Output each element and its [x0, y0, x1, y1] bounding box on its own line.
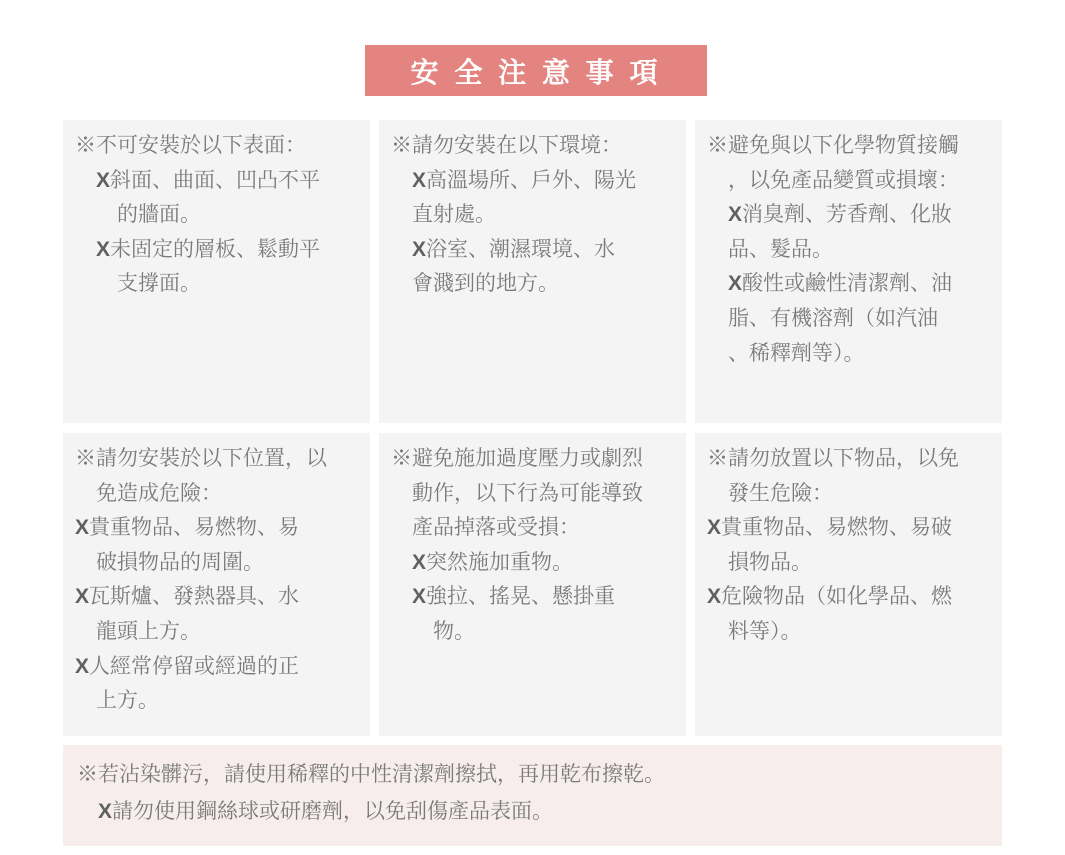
line-text: 請勿安裝於以下位置，以 [96, 447, 327, 470]
indent-space [75, 169, 96, 192]
line-text: 品、髮品。 [728, 237, 833, 261]
line-text: 貴重物品、易燃物、易破 [721, 516, 953, 540]
text-line [75, 442, 358, 477]
line-text: 避免與以下化學物質接觸 [728, 134, 959, 157]
page-title: 安 全 注 意 事 項 [365, 45, 707, 96]
text-line [75, 477, 358, 512]
indent-space [391, 203, 412, 226]
text-line [391, 477, 674, 512]
x-mark: X [75, 585, 90, 609]
indent-space [75, 482, 96, 505]
line-text: 強拉、搖晃、懸掛重 [426, 585, 616, 609]
text-line [391, 198, 674, 233]
indent-space [707, 307, 728, 330]
line-text: 的牆面。 [117, 203, 201, 227]
line-text: ，以免產品變質或損壞： [728, 168, 959, 192]
card-forbidden-surfaces [63, 120, 370, 423]
indent-space [707, 482, 728, 505]
line-text: 請勿安裝在以下環境： [412, 134, 622, 157]
text-line [707, 477, 990, 512]
text-line [75, 546, 358, 581]
indent-space [707, 169, 728, 192]
text-line [707, 302, 990, 337]
text-line [77, 756, 988, 793]
indent-space [391, 516, 412, 539]
line-text: 料等）。 [728, 619, 802, 643]
text-line [75, 511, 358, 546]
text-line [707, 164, 990, 199]
x-mark: X [728, 203, 743, 227]
line-text: 支撐面。 [117, 272, 201, 296]
text-line [707, 198, 990, 233]
x-mark: X [707, 585, 722, 609]
card-forbidden-locations [63, 433, 370, 736]
text-line [77, 793, 988, 830]
line-text: 動作，以下行為可能導致 [412, 481, 643, 505]
line-text: 斜面、曲面、凹凸不平 [110, 168, 321, 192]
indent-space [391, 620, 433, 643]
line-text: 消臭劑、芳香劑、化妝 [742, 203, 953, 227]
indent-space [75, 620, 96, 643]
x-mark: X [412, 168, 427, 192]
line-text: 物。 [433, 619, 475, 643]
line-text: 人經常停留或經過的正 [89, 654, 300, 678]
indent-space [391, 238, 412, 261]
cleaning-note [63, 745, 1002, 846]
indent-space [707, 620, 728, 643]
text-line [707, 546, 990, 581]
indent-space [75, 238, 96, 261]
text-line [707, 580, 990, 615]
text-line [707, 337, 990, 372]
line-text: 損物品。 [728, 550, 812, 574]
note-mark: ※ [707, 134, 728, 157]
indent-space [75, 689, 96, 712]
line-text: 破損物品的周圍。 [96, 550, 264, 574]
line-text: 未固定的層板、鬆動平 [110, 237, 321, 261]
line-text: 瓦斯爐、發熱器具、水 [89, 585, 300, 609]
line-text: 突然施加重物。 [426, 550, 574, 574]
indent-space [391, 272, 412, 295]
line-text: 脂、有機溶劑（如汽油 [728, 306, 938, 330]
x-mark: X [412, 585, 427, 609]
note-mark: ※ [75, 447, 96, 470]
text-line [75, 650, 358, 685]
line-text: 危險物品（如化學品、燃 [721, 585, 953, 609]
note-mark: ※ [391, 447, 412, 470]
text-line [391, 129, 674, 164]
text-line [75, 580, 358, 615]
text-line [75, 615, 358, 650]
line-text: 請勿使用鋼絲球或研磨劑，以免刮傷產品表面。 [112, 800, 554, 823]
line-text: 請勿放置以下物品，以免 [728, 447, 959, 470]
note-mark: ※ [75, 134, 96, 157]
indent-space [391, 169, 412, 192]
text-line [75, 129, 358, 164]
indent-space [707, 203, 728, 226]
text-line [707, 267, 990, 302]
indent-space [77, 800, 98, 823]
x-mark: X [75, 654, 90, 678]
note-mark: ※ [391, 134, 412, 157]
indent-space [707, 551, 728, 574]
text-line [75, 164, 358, 199]
text-line [707, 442, 990, 477]
line-text: 若沾染髒污，請使用稀釋的中性清潔劑擦拭，再用乾布擦乾。 [98, 763, 665, 786]
line-text: 直射處。 [412, 203, 496, 227]
indent-space [391, 551, 412, 574]
x-mark: X [707, 516, 722, 540]
x-mark: X [412, 550, 427, 574]
line-text: 上方。 [96, 689, 159, 713]
card-forbidden-environments [379, 120, 686, 423]
indent-space [707, 342, 728, 365]
text-line [707, 129, 990, 164]
line-text: 產品掉落或受損： [412, 516, 580, 540]
line-text: 不可安裝於以下表面： [96, 134, 306, 157]
x-mark: X [412, 237, 427, 261]
indent-space [75, 551, 96, 574]
card-avoid-force [379, 433, 686, 736]
x-mark: X [96, 168, 111, 192]
line-text: 避免施加過度壓力或劇烈 [412, 447, 643, 470]
text-line [391, 442, 674, 477]
card-avoid-chemicals [695, 120, 1002, 423]
line-text: 會濺到的地方。 [412, 272, 559, 296]
text-line [391, 267, 674, 302]
text-line [391, 580, 674, 615]
indent-space [707, 238, 728, 261]
line-text: 高溫場所、戶外、陽光 [426, 168, 637, 192]
text-line [75, 233, 358, 268]
text-line [391, 233, 674, 268]
text-line [391, 164, 674, 199]
text-line [707, 615, 990, 650]
line-text: 龍頭上方。 [96, 619, 201, 643]
indent-space [391, 585, 412, 608]
indent-space [707, 272, 728, 295]
text-line [391, 511, 674, 546]
indent-space [391, 482, 412, 505]
line-text: 酸性或鹼性清潔劑、油 [742, 272, 953, 296]
note-mark: ※ [707, 447, 728, 470]
text-line [391, 615, 674, 650]
text-line [75, 267, 358, 302]
text-line [391, 546, 674, 581]
indent-space [75, 272, 117, 295]
line-text: 發生危險： [728, 481, 833, 505]
card-forbidden-items [695, 433, 1002, 736]
line-text: 浴室、潮濕環境、水 [426, 237, 616, 261]
line-text: 、稀釋劑等）。 [728, 341, 865, 365]
x-mark: X [96, 237, 111, 261]
text-line [75, 684, 358, 719]
text-line [707, 511, 990, 546]
x-mark: X [75, 516, 90, 540]
text-line [75, 198, 358, 233]
warning-grid [63, 120, 1002, 736]
indent-space [75, 203, 117, 226]
note-mark: ※ [77, 763, 98, 786]
x-mark: X [728, 272, 743, 296]
line-text: 貴重物品、易燃物、易 [89, 516, 300, 540]
x-mark: X [98, 800, 113, 823]
line-text: 免造成危險： [96, 481, 222, 505]
text-line [707, 233, 990, 268]
